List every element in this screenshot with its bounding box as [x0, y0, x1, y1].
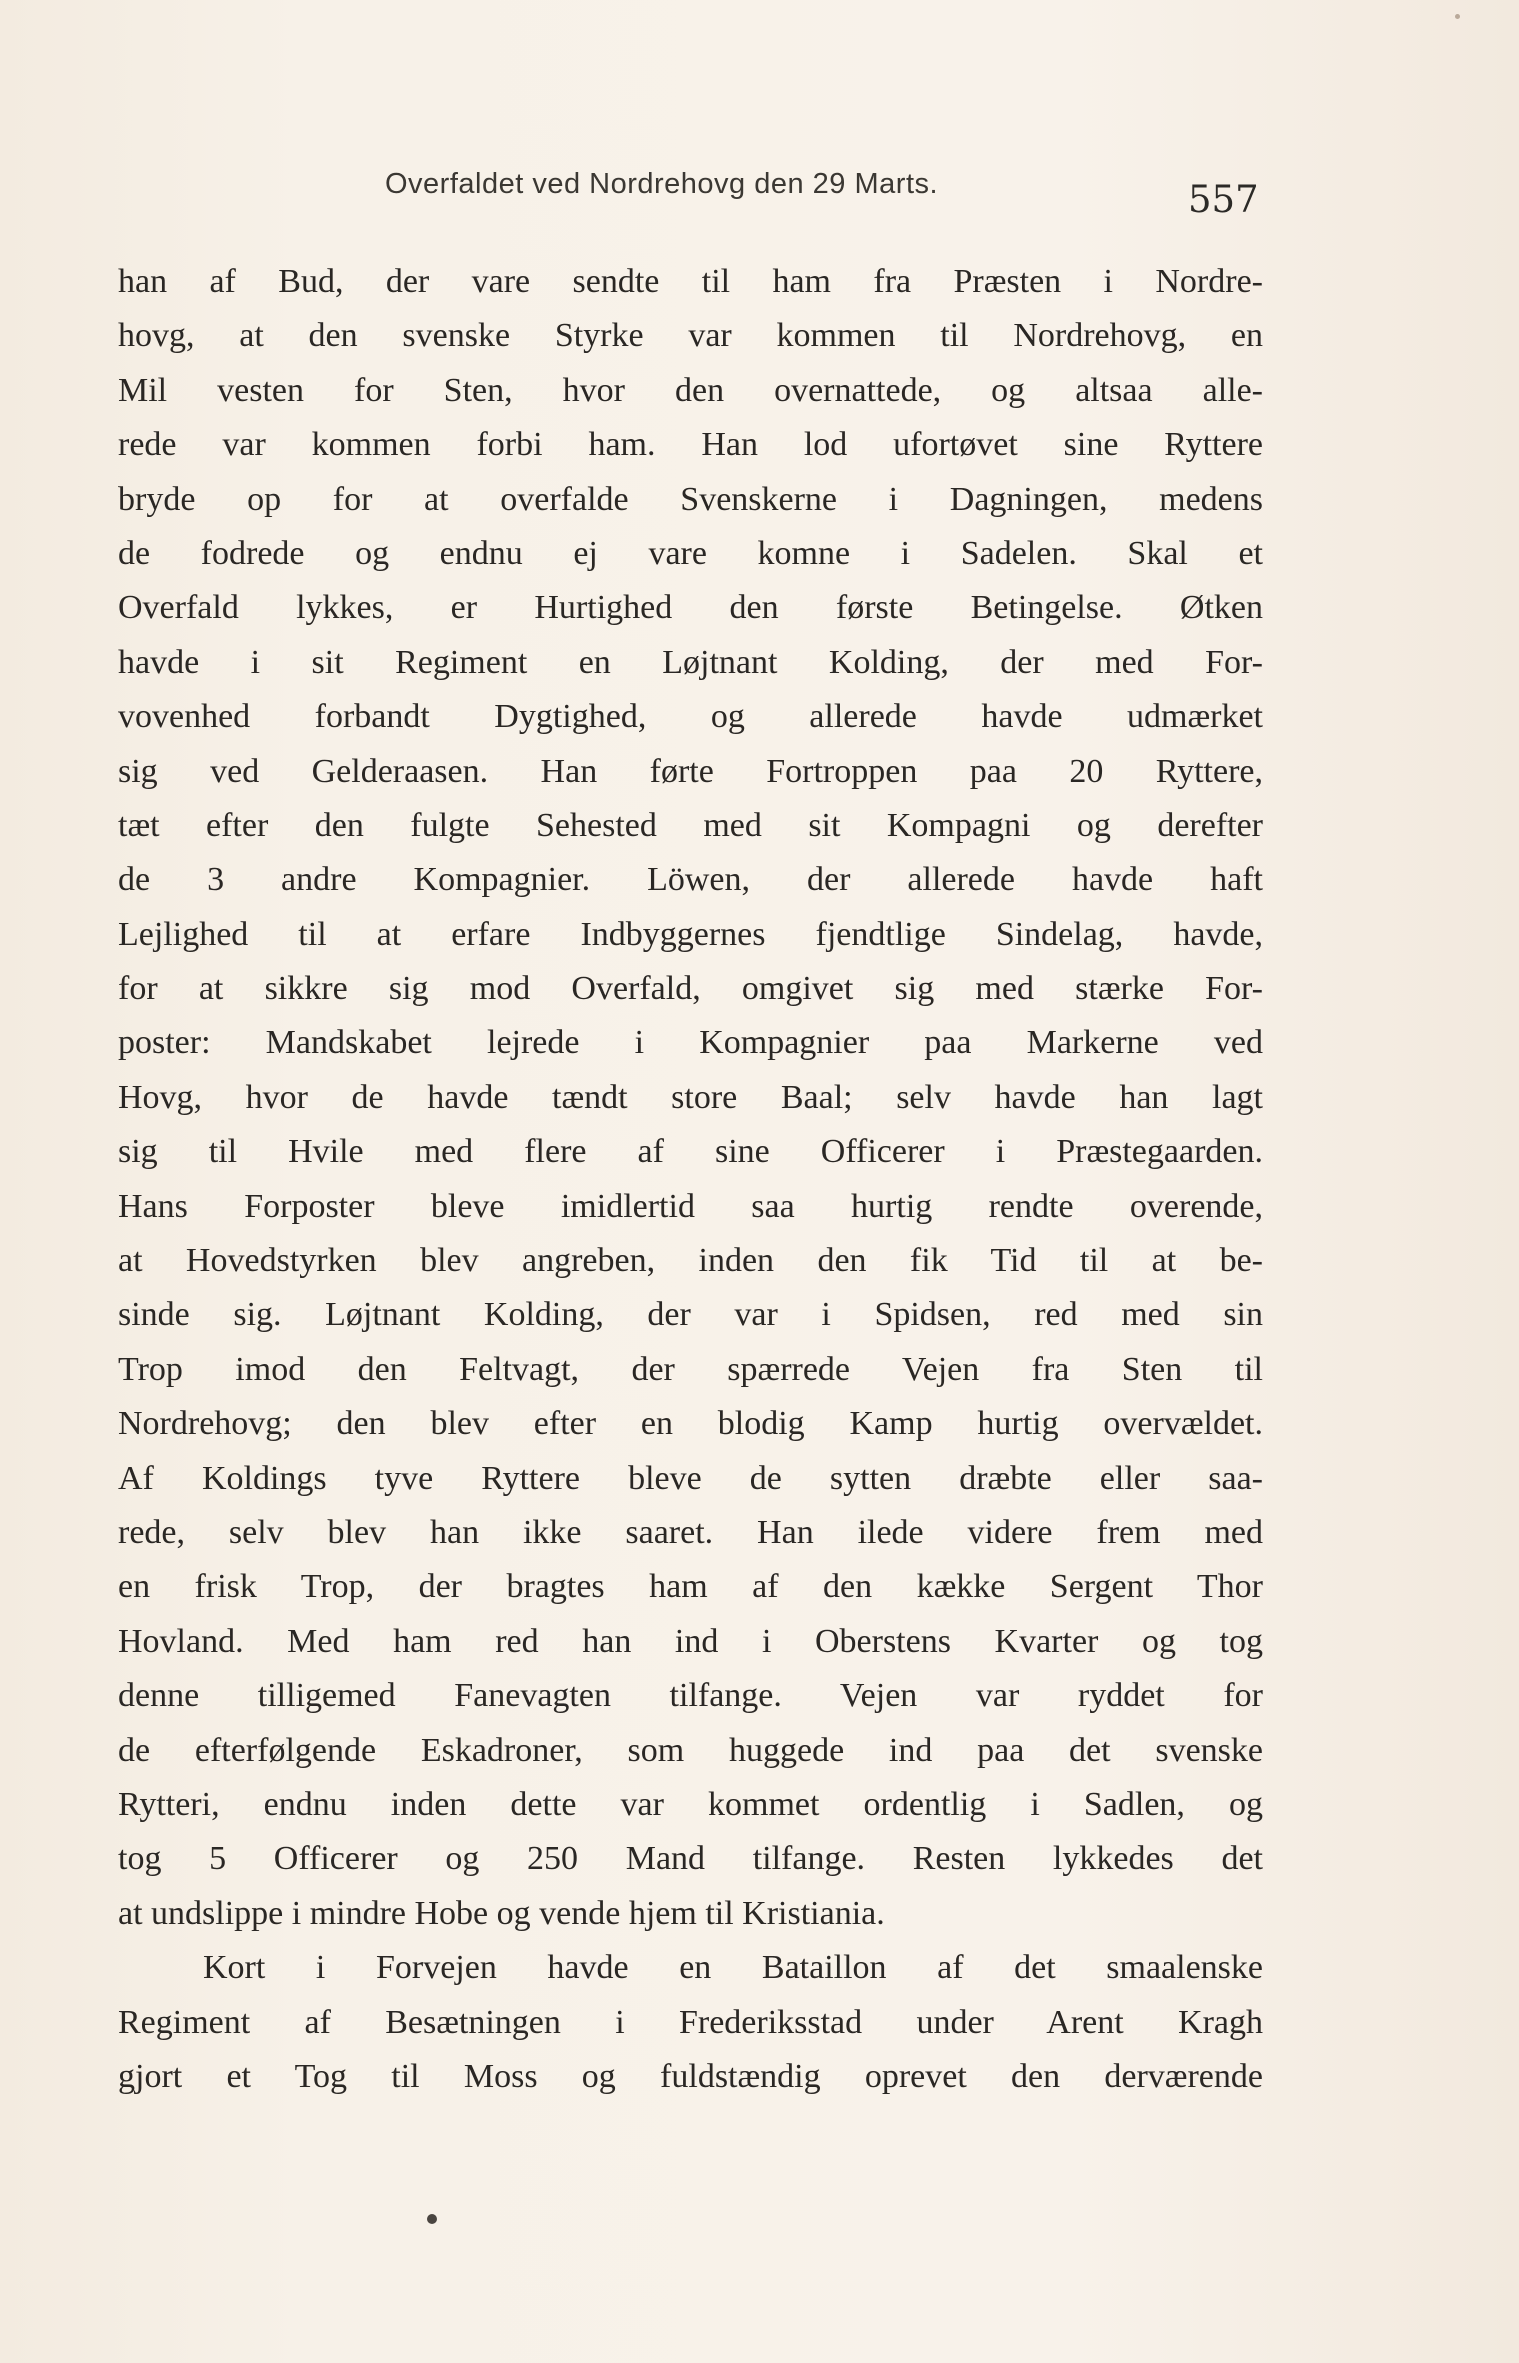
running-header: Overfaldet ved Nordrehovg den 29 Marts. [385, 168, 939, 200]
text-line: Regiment af Besætningen i Frederiksstad under Arent Kragh [118, 2003, 1263, 2041]
text-line: vovenhed forbandt Dygtighed, og allerede havde udmærket [118, 698, 1263, 736]
text-line: havde i sit Regiment en Løjtnant Kolding, der med For- [118, 643, 1263, 681]
text-line: han af Bud, der vare sendte til ham fra Præsten i Nordre- [118, 263, 1263, 300]
text-line: tog 5 Officerer og 250 Mand tilfange. Resten lykkedes det [118, 1840, 1263, 1878]
text-line: Hovland. Med ham red han ind i Oberstens Kvarter og tog [118, 1622, 1263, 1660]
text-line: en frisk Trop, der bragtes ham af den kække Sergent Thor [118, 1568, 1263, 1606]
paragraph-start-line: Kort i Forvejen havde en Bataillon af det smaalenske [203, 1949, 1263, 1987]
text-line: poster: Mandskabet lejrede i Kompagnier paa Markerne ved [118, 1024, 1263, 1062]
body-text [118, 255, 1263, 2104]
text-line: de fodrede og endnu ej vare komne i Sadelen. Skal et [118, 534, 1263, 572]
text-line: Overfald lykkes, er Hurtighed den første Betingelse. Øtken [118, 589, 1263, 627]
text-line: Lejlighed til at erfare Indbyggernes fjendtlige Sindelag, havde, [118, 915, 1263, 953]
text-line: de 3 andre Kompagnier. Löwen, der allerede havde haft [118, 861, 1263, 899]
signature-mark [427, 2214, 437, 2224]
paper-speck [1455, 14, 1460, 19]
text-line: Mil vesten for Sten, hvor den overnattede, og altsaa alle- [118, 371, 1263, 409]
text-line: Hovg, hvor de havde tændt store Baal; selv havde han lagt [118, 1078, 1263, 1116]
text-line: rede var kommen forbi ham. Han lod ufortøvet sine Ryttere [118, 426, 1263, 464]
text-line: Trop imod den Feltvagt, der spærrede Vejen fra Sten til [118, 1350, 1263, 1388]
text-line: for at sikkre sig mod Overfald, omgivet sig med stærke For- [118, 970, 1263, 1008]
text-line: Rytteri, endnu inden dette var kommet ordentlig i Sadlen, og [118, 1785, 1263, 1823]
text-line: bryde op for at overfalde Svenskerne i Dagningen, medens [118, 480, 1263, 518]
text-line: sig ved Gelderaasen. Han førte Fortroppen paa 20 Ryttere, [118, 752, 1263, 790]
text-line: hovg, at den svenske Styrke var kommen til Nordrehovg, en [118, 317, 1263, 355]
text-line: Af Koldings tyve Ryttere bleve de sytten dræbte eller saa- [118, 1459, 1263, 1497]
text-line: de efterfølgende Eskadroner, som huggede ind paa det svenske [118, 1731, 1263, 1769]
text-line: Hans Forposter bleve imidlertid saa hurtig rendte overende, [118, 1187, 1263, 1225]
text-line: gjort et Tog til Moss og fuldstændig oprevet den derværende [118, 2057, 1263, 2095]
text-line: denne tilligemed Fanevagten tilfange. Vejen var ryddet for [118, 1677, 1263, 1715]
text-line: Nordrehovg; den blev efter en blodig Kamp hurtig overvældet. [118, 1405, 1263, 1443]
text-line: tæt efter den fulgte Sehested med sit Kompagni og derefter [118, 806, 1263, 844]
text-line: at Hovedstyrken blev angreben, inden den fik Tid til at be- [118, 1242, 1263, 1280]
text-line: sig til Hvile med flere af sine Officerer i Præstegaarden. [118, 1133, 1263, 1171]
page-number: 557 [1188, 178, 1259, 221]
text-line: sinde sig. Løjtnant Kolding, der var i Spidsen, red med sin [118, 1296, 1263, 1334]
paragraph-end-line: at undslippe i mindre Hobe og vende hjem til Kristiania. [118, 1894, 885, 1932]
text-line: rede, selv blev han ikke saaret. Han ilede videre frem med [118, 1513, 1263, 1551]
